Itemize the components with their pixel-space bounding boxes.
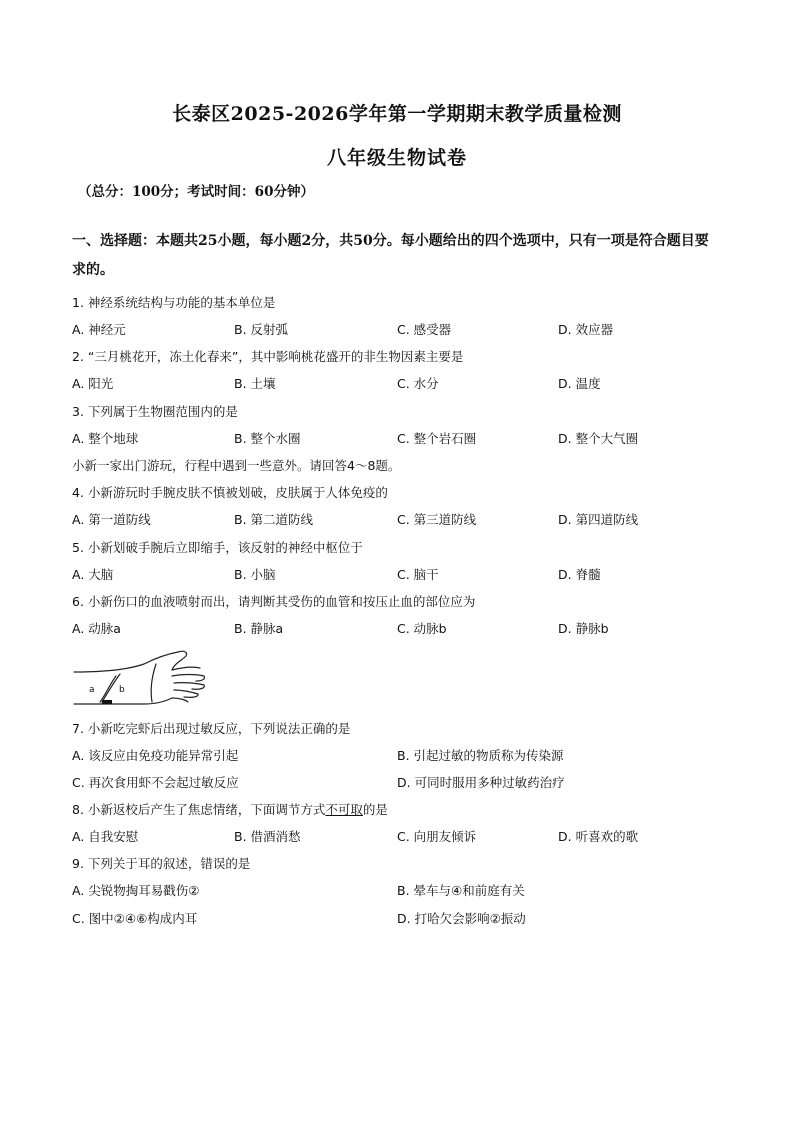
q8-stem-after: 的是 bbox=[362, 802, 388, 817]
q7-option-c: C. 再次食用虾不会起过敏反应 bbox=[72, 775, 239, 790]
q9-option-d: D. 打哈欠会影响②振动 bbox=[397, 911, 526, 926]
question-3-stem: 3. 下列属于生物圈范围内的是 bbox=[72, 404, 238, 419]
exam-title: 长泰区2025-2026学年第一学期期末教学质量检测 bbox=[172, 103, 622, 125]
question-6-stem: 6. 小新伤口的血液喷射而出，请判断其受伤的血管和按压止血的部位应为 bbox=[72, 594, 476, 609]
q1-option-d: D. 效应器 bbox=[558, 322, 614, 337]
q7-option-a: A. 该反应由免疫功能异常引起 bbox=[72, 748, 239, 763]
q7-option-b: B. 引起过敏的物质称为传染源 bbox=[397, 748, 564, 763]
exam-subtitle: 八年级生物试卷 bbox=[326, 147, 467, 169]
q1-option-c: C. 感受器 bbox=[397, 322, 452, 337]
q5-option-d: D. 脊髓 bbox=[558, 567, 601, 582]
q5-option-c: C. 脑干 bbox=[397, 567, 439, 582]
label-a: a bbox=[89, 685, 95, 695]
q6-option-d: D. 静脉b bbox=[558, 621, 609, 636]
question-8-stem bbox=[72, 800, 388, 818]
q3-option-d: D. 整个大气圈 bbox=[558, 431, 639, 446]
q3-option-b: B. 整个水圈 bbox=[234, 431, 301, 446]
q6-option-b: B. 静脉a bbox=[234, 621, 284, 636]
q9-option-a: A. 尖锐物掏耳易戳伤② bbox=[72, 883, 200, 898]
question-7-stem: 7. 小新吃完虾后出现过敏反应，下列说法正确的是 bbox=[72, 721, 351, 736]
q3-option-c: C. 整个岩石圈 bbox=[397, 431, 477, 446]
q9-option-c: C. 图中②④⑥构成内耳 bbox=[72, 911, 198, 926]
question-4-stem: 4. 小新游玩时手腕皮肤不慎被划破，皮肤属于人体免疫的 bbox=[72, 485, 388, 500]
q5-option-a: A. 大脑 bbox=[72, 567, 114, 582]
q8-stem-before: 8. 小新返校后产生了焦虑情绪，下面调节方式 bbox=[72, 802, 326, 817]
q2-option-a: A. 阳光 bbox=[72, 376, 114, 391]
q6-option-c: C. 动脉b bbox=[397, 621, 447, 636]
q4-option-b: B. 第二道防线 bbox=[234, 512, 314, 527]
q8-option-c: C. 向朋友倾诉 bbox=[397, 829, 477, 844]
question-2-stem: 2. “三月桃花开，冻土化春来”，其中影响桃花盛开的非生物因素主要是 bbox=[72, 349, 464, 364]
question-9-stem: 9. 下列关于耳的叙述，错误的是 bbox=[72, 856, 251, 871]
q6-option-a: A. 动脉a bbox=[72, 621, 121, 636]
q7-option-d: D. 可同时服用多种过敏药治疗 bbox=[397, 775, 565, 790]
section-heading: 一、选择题：本题共25小题，每小题2分，共50分。每小题给出的四个选项中，只有一项是符合题目要求的。 bbox=[72, 233, 709, 278]
q8-option-b: B. 借酒消愁 bbox=[234, 829, 301, 844]
q9-option-b: B. 晕车与④和前庭有关 bbox=[397, 883, 525, 898]
q4-option-a: A. 第一道防线 bbox=[72, 512, 151, 527]
q4-option-d: D. 第四道防线 bbox=[558, 512, 639, 527]
q2-option-b: B. 土壤 bbox=[234, 376, 276, 391]
q2-option-c: C. 水分 bbox=[397, 376, 439, 391]
question-5-stem: 5. 小新划破手腕后立即缩手，该反射的神经中枢位于 bbox=[72, 540, 363, 555]
q3-option-a: A. 整个地球 bbox=[72, 431, 139, 446]
q1-option-b: B. 反射弧 bbox=[234, 322, 289, 337]
question-1-stem: 1. 神经系统结构与功能的基本单位是 bbox=[72, 295, 276, 310]
arm-figure bbox=[72, 646, 212, 712]
q1-option-a: A. 神经元 bbox=[72, 322, 126, 337]
wound-mark bbox=[102, 700, 112, 704]
q8-option-d: D. 听喜欢的歌 bbox=[558, 829, 639, 844]
q8-option-a: A. 自我安慰 bbox=[72, 829, 139, 844]
exam-info: （总分：100分；考试时间：60分钟） bbox=[78, 184, 314, 200]
q4-option-c: C. 第三道防线 bbox=[397, 512, 477, 527]
q2-option-d: D. 温度 bbox=[558, 376, 601, 391]
q5-option-b: B. 小脑 bbox=[234, 567, 276, 582]
label-b: b bbox=[119, 685, 125, 695]
q8-stem-underlined: 不可取 bbox=[325, 802, 363, 817]
scenario-intro: 小新一家出门游玩，行程中遇到一些意外。请回答4～8题。 bbox=[72, 458, 401, 473]
